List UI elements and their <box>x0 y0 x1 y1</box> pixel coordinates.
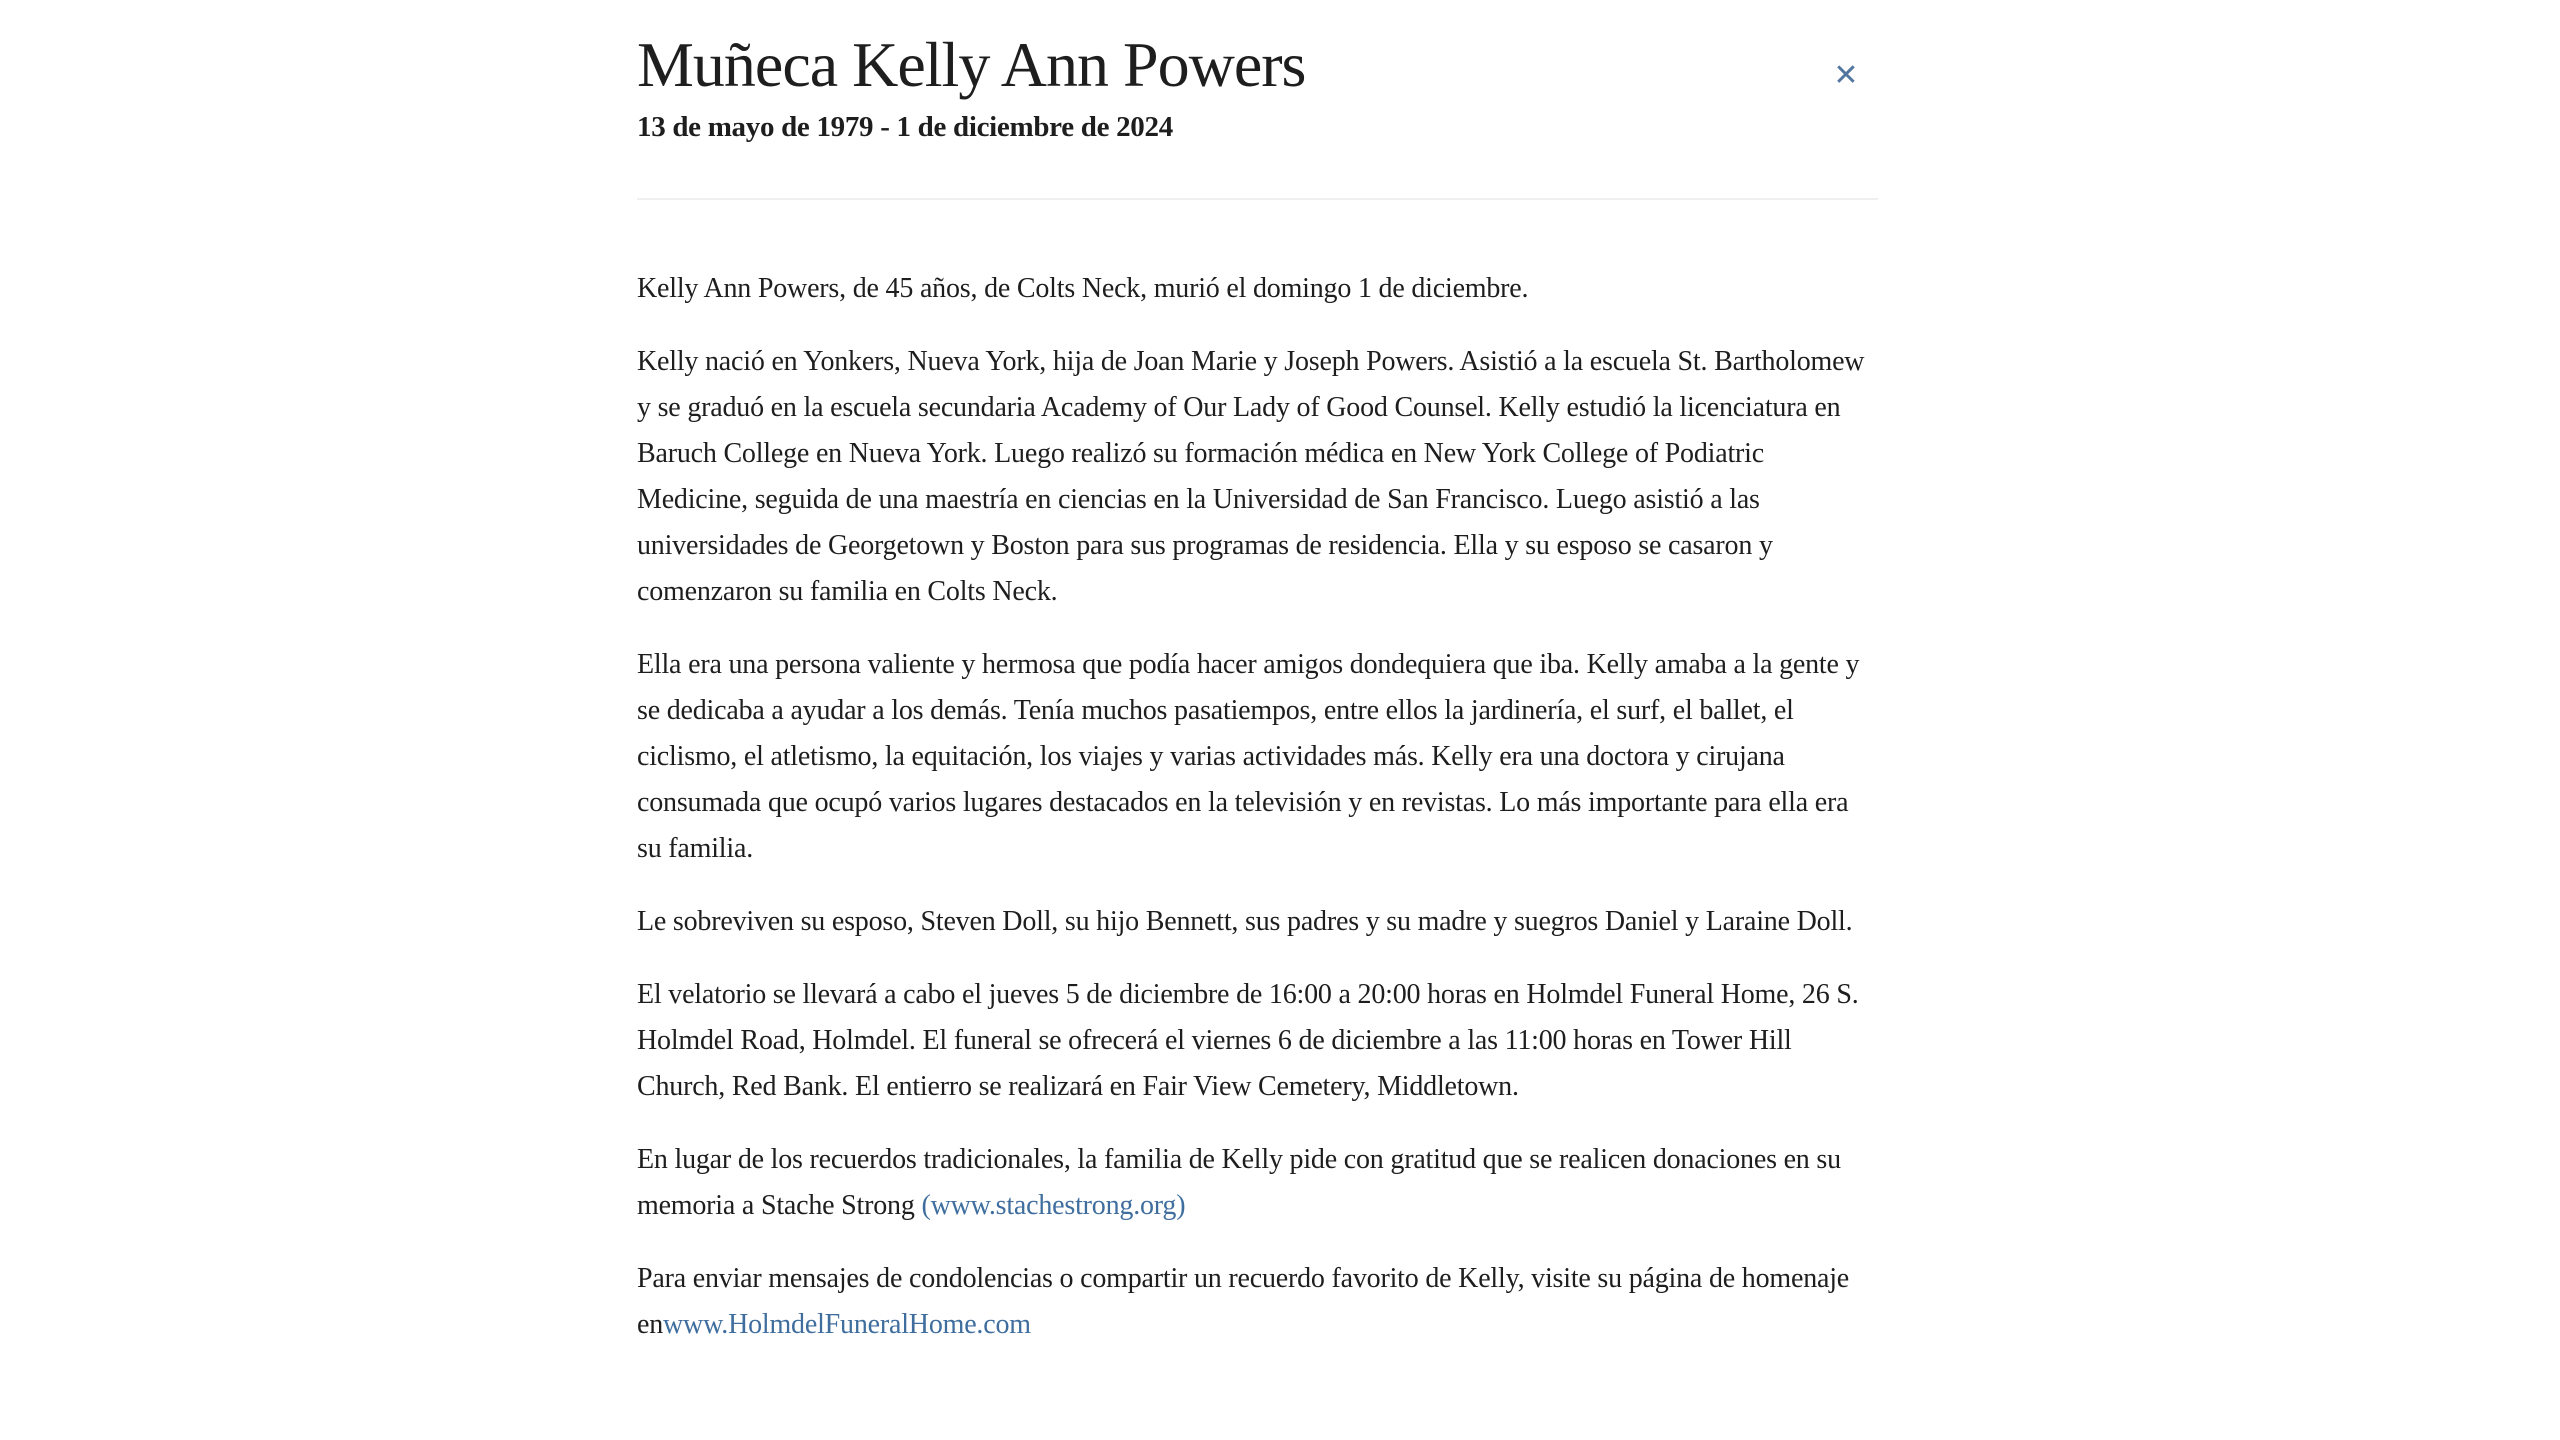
paragraph <box>637 642 1878 872</box>
close-button[interactable] <box>1822 52 1870 100</box>
life-dates: 13 de mayo de 1979 - 1 de diciembre de 2024 <box>637 111 1173 144</box>
modal-header <box>637 30 1878 144</box>
close-icon: ✕ <box>1833 58 1859 93</box>
holmdel-funeral-home-link[interactable]: www.HolmdelFuneralHome.com <box>663 1309 1031 1341</box>
paragraph-text: Kelly Ann Powers, de 45 años, de Colts Neck, murió el domingo 1 de diciembre. <box>637 273 1529 305</box>
obituary-modal <box>637 30 1878 1375</box>
paragraph-text: En lugar de los recuerdos tradicionales, la familia de Kelly pide con gratitud que se realicen donaciones en su memoria a Stache Strong <box>637 1144 1841 1222</box>
paragraph <box>637 339 1878 615</box>
paragraph <box>637 266 1878 312</box>
paragraph-text: Kelly nació en Yonkers, Nueva York, hija de Joan Marie y Joseph Powers. Asistió a la escuela St. Bartholomew y se graduó en la escuela secundaria Academy of Our Lady of Good Counsel. Kelly estudió la licenciatura en Baruch College en Nueva York. Luego realizó su formación médica en New York College of Podiatric Medicine, seguida de una maestría en ciencias en la Universidad de San Francisco. Luego asistió a las universidades de Georgetown y Boston para sus programas de residencia. Ella y su esposo se casaron y comenzaron su familia en Colts Neck. <box>637 346 1865 608</box>
paragraph <box>637 1137 1878 1229</box>
paragraph-text: Le sobreviven su esposo, Steven Doll, su hijo Bennett, sus padres y su madre y suegros Daniel y Laraine Doll. <box>637 906 1853 938</box>
paragraph <box>637 899 1878 945</box>
header-divider <box>637 198 1878 200</box>
heading-block <box>637 30 1878 144</box>
paragraph-text: Para enviar mensajes de condolencias o compartir un recuerdo favorito de Kelly, visite su página de homenaje en <box>637 1263 1850 1341</box>
stachestrong-link[interactable]: (www.stachestrong.org) <box>921 1190 1186 1222</box>
paragraph-text: El velatorio se llevará a cabo el jueves 5 de diciembre de 16:00 a 20:00 horas en Holmdel Funeral Home, 26 S. Holmdel Road, Holmdel. El funeral se ofrecerá el viernes 6 de diciembre a las 11:00 horas en Tower Hill Church, Red Bank. El entierro se realizará en Fair View Cemetery, Middletown. <box>637 979 1859 1103</box>
obituary-paragraphs <box>637 266 1878 1348</box>
paragraph <box>637 972 1878 1110</box>
paragraph <box>637 1256 1878 1348</box>
page-title: Muñeca Kelly Ann Powers <box>637 29 1306 100</box>
paragraph-text: Ella era una persona valiente y hermosa que podía hacer amigos dondequiera que iba. Kelly amaba a la gente y se dedicaba a ayudar a los demás. Tenía muchos pasatiempos, entre ellos la jardinería, el surf, el ballet, el ciclismo, el atletismo, la equitación, los viajes y varias actividades más. Kelly era una doctora y cirujana consumada que ocupó varios lugares destacados en la televisión y en revistas. Lo más importante para ella era su familia. <box>637 649 1860 865</box>
